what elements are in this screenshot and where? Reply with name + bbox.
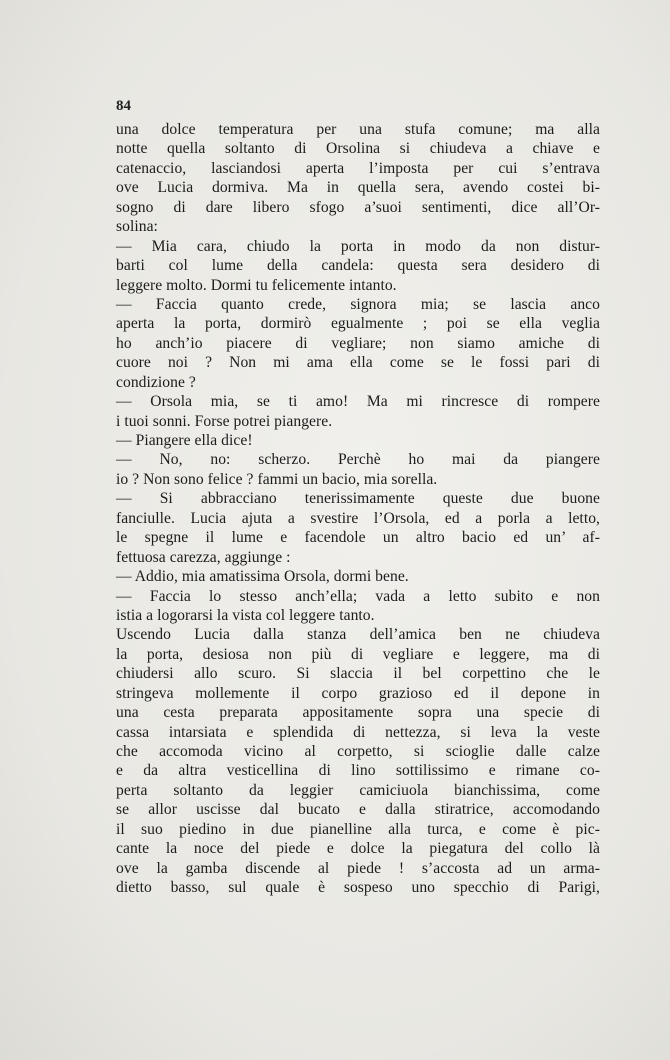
text-line: solina: bbox=[116, 218, 158, 236]
text-line: — Faccia quanto crede, signora mia; se lascia anco bbox=[116, 295, 600, 313]
text-line: ove Lucia dormiva. Ma in quella sera, avendo costei bi- bbox=[116, 179, 600, 197]
text-line: — Orsola mia, se ti amo! Ma mi rincresce di rompere bbox=[116, 393, 600, 411]
text-line: cassa intarsiata e splendida di nettezza, si leva la veste bbox=[116, 723, 600, 741]
text-line: perta soltanto da leggier camiciuola bianchissima, come bbox=[116, 781, 600, 799]
text-line: — No, no: scherzo. Perchè ho mai da piangere bbox=[116, 451, 600, 469]
text-line: che accomoda vicino al corpetto, si scioglie dalle calze bbox=[116, 743, 600, 760]
text-line: le spegne il lume e facendole un altro bacio ed un’ af- bbox=[116, 529, 600, 547]
text-line: fettuosa carezza, aggiunge : bbox=[116, 548, 291, 566]
text-line: se allor uscisse dal bucato e dalla stiratrice, accomodando bbox=[116, 801, 600, 819]
text-line: — Piangere ella dice! bbox=[116, 432, 253, 449]
text-line: istia a logorarsi la vista col leggere tanto. bbox=[116, 606, 375, 624]
text-line: cante la noce del piede e dolce la piegatura del collo là bbox=[116, 840, 600, 858]
text-line: — Addio, mia amatissima Orsola, dormi bene. bbox=[116, 568, 409, 586]
text-line: una cesta preparata appositamente sopra una specie di bbox=[116, 704, 600, 722]
text-line: i tuoi sonni. Forse potrei piangere. bbox=[116, 412, 333, 430]
text-line: dietto basso, sul quale è sospeso uno specchio di Parigi, bbox=[116, 879, 600, 897]
text-line: — Faccia lo stesso anch’ella; vada a letto subito e non bbox=[116, 587, 600, 605]
text-line: ho anch’io piacere di vegliare; non siamo amiche di bbox=[116, 334, 600, 352]
text-line: Uscendo Lucia dalla stanza dell’amica ben ne chiudeva bbox=[116, 626, 600, 644]
body-text bbox=[116, 120, 600, 898]
text-line: la porta, desiosa non più di vegliare e leggere, ma di bbox=[116, 645, 600, 663]
page-number: 84 bbox=[116, 98, 131, 114]
text-line: catenaccio, lasciandosi aperta l’imposta per cui s’entrava bbox=[116, 159, 600, 177]
text-line: il suo piedino in due pianelline alla turca, e come è pic- bbox=[116, 820, 600, 838]
text-line: chiudersi allo scuro. Si slaccia il bel corpettino che le bbox=[116, 665, 600, 683]
text-line: sogno di dare libero sfogo a’suoi sentimenti, dice all’Or- bbox=[116, 198, 600, 216]
text-line: leggere molto. Dormi tu felicemente intanto. bbox=[116, 276, 397, 294]
text-line: condizione ? bbox=[116, 373, 196, 391]
text-line: cuore noi ? Non mi ama ella come se le fossi pari di bbox=[116, 354, 600, 372]
text-line: io ? Non sono felice ? fammi un bacio, mia sorella. bbox=[116, 470, 438, 488]
text-line: ove la gamba discende al piede ! s’accosta ad un arma- bbox=[116, 859, 600, 877]
text-line: aperta la porta, dormirò egualmente ; poi se ella veglia bbox=[116, 315, 600, 333]
text-line: stringeva mollemente il corpo grazioso ed il depone in bbox=[116, 684, 600, 702]
text-line: e da altra vesticellina di lino sottilissimo e rimane co- bbox=[116, 762, 600, 780]
text-line: barti col lume della candela: questa sera desidero di bbox=[116, 257, 600, 275]
text-line: notte quella soltanto di Orsolina si chiudeva a chiave e bbox=[116, 140, 600, 158]
text-line: — Si abbracciano tenerissimamente queste due buone bbox=[116, 490, 600, 508]
text-line: fanciulle. Lucia ajuta a svestire l’Orsola, ed a porla a letto, bbox=[116, 509, 600, 527]
text-line: — Mia cara, chiudo la porta in modo da non distur- bbox=[116, 237, 600, 255]
text-line: una dolce temperatura per una stufa comune; ma alla bbox=[116, 121, 600, 138]
